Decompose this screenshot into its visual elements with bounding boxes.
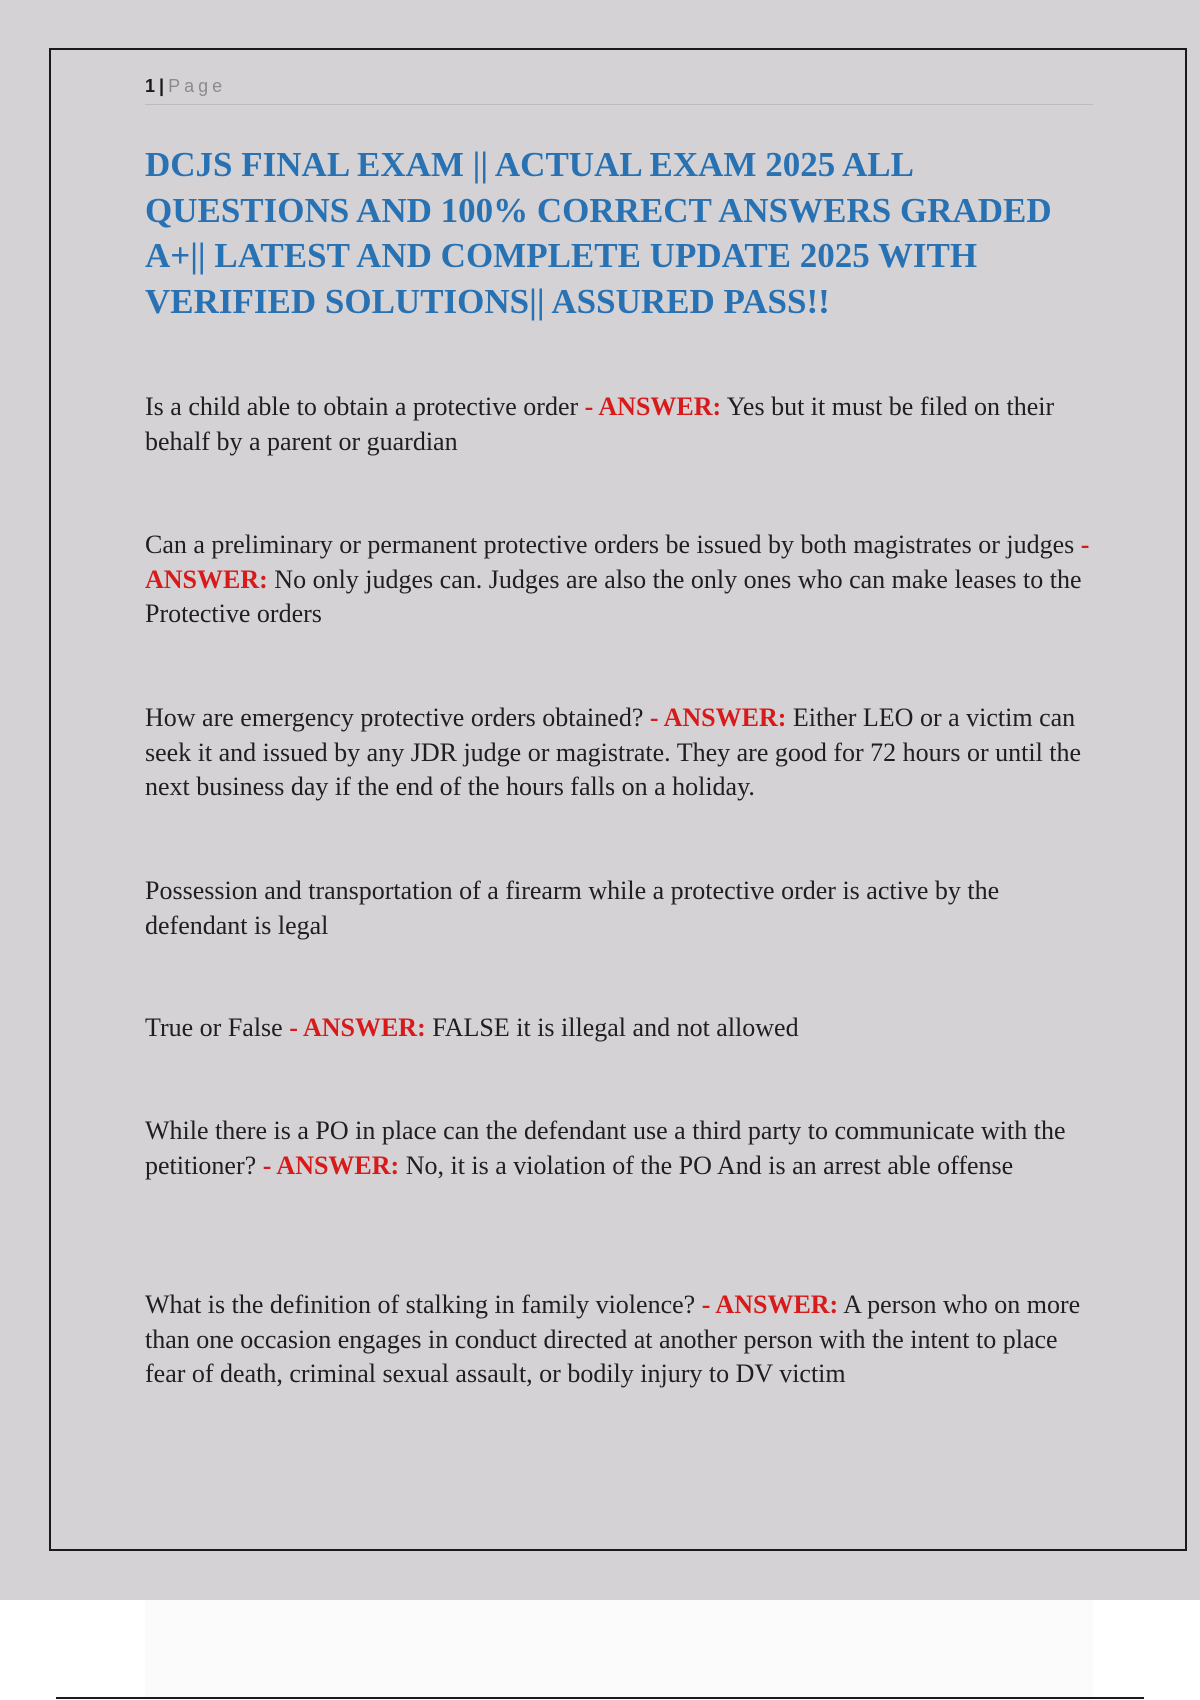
question-text: Can a preliminary or permanent protective orders be issued by both magistrates or judges <box>145 530 1075 559</box>
next-page-preview <box>0 1600 1200 1700</box>
qa-item-6 <box>145 1114 1095 1183</box>
answer-text: Either LEO or a victim can seek it and issued by any JDR judge or magistrate. They are good for 72 hours or until the next business day if the end of the hours falls on a holiday. <box>145 703 1082 801</box>
question-text: Possession and transportation of a firearm while a protective order is active by the defendant is legal <box>145 876 1000 940</box>
next-page-rule <box>56 1697 1144 1699</box>
answer-label: - ANSWER: <box>289 1013 426 1042</box>
answer-label: - ANSWER: <box>262 1150 400 1180</box>
answer-label: - ANSWER: <box>584 392 722 421</box>
answer-text: Yes but it must be filed on their behalf by a parent or guardian <box>145 392 1055 456</box>
document-title: DCJS FINAL EXAM || ACTUAL EXAM 2025 ALL QUESTIONS AND 100% CORRECT ANSWERS GRADED A+|| LATEST AND COMPLETE UPDATE 2025 WITH VERIFIED SOLUTIONS|| ASSURED PASS!! <box>145 145 1052 321</box>
question-text: While there is a PO in place can the defendant use a third party to communicate with the petitioner? <box>145 1116 1066 1180</box>
qa-item-5 <box>145 1011 1095 1046</box>
qa-item-1 <box>145 390 1095 459</box>
question-text: What is the definition of stalking in family violence? <box>145 1290 696 1319</box>
page-separator: | <box>159 76 165 96</box>
qa-item-4 <box>145 874 1095 943</box>
question-text: True or False <box>145 1013 283 1042</box>
question-text: Is a child able to obtain a protective order <box>145 392 579 421</box>
answer-text: FALSE it is illegal and not allowed <box>432 1013 799 1042</box>
answer-text: No, it is a violation of the PO And is an arrest able offense <box>405 1150 1014 1180</box>
answer-label: - ANSWER: <box>701 1290 839 1319</box>
qa-item-3 <box>145 701 1095 805</box>
page-label: Page <box>168 76 227 96</box>
page-header <box>145 74 1093 105</box>
qa-item-2 <box>145 528 1095 632</box>
qa-item-7 <box>145 1288 1095 1392</box>
next-page-content-area <box>145 1600 1093 1700</box>
answer-label: - ANSWER: <box>145 530 1090 594</box>
answer-text: A person who on more than one occasion engages in conduct directed at another person with the intent to place fear of death, criminal sexual assault, or bodily injury to DV victim <box>145 1290 1081 1388</box>
page-number: 1 <box>145 76 156 96</box>
question-text: How are emergency protective orders obtained? <box>145 703 644 732</box>
answer-label: - ANSWER: <box>649 703 787 732</box>
answer-text: No only judges can. Judges are also the only ones who can make leases to the Protective orders <box>145 564 1082 628</box>
